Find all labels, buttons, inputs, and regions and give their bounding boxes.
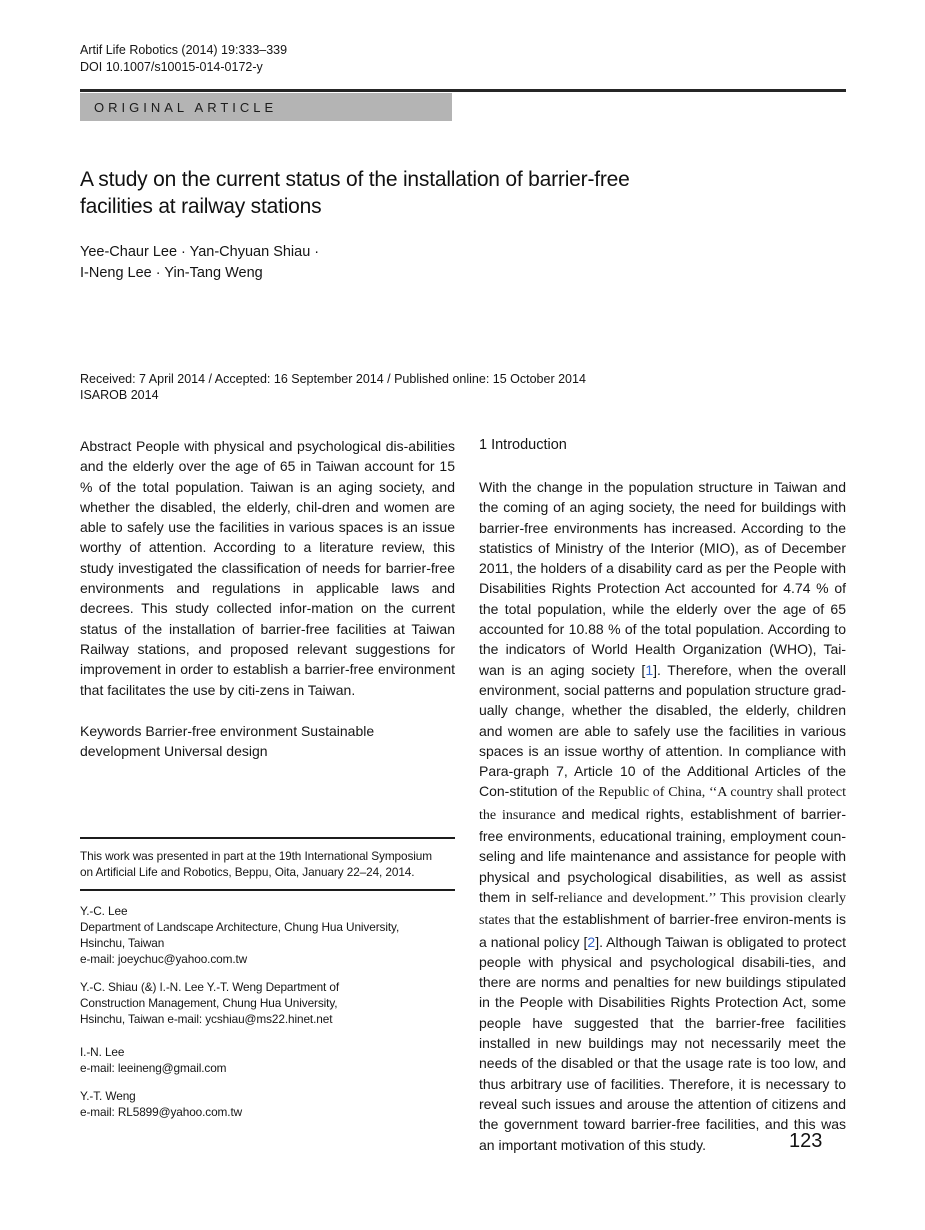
reference-link[interactable]: 1 xyxy=(645,661,654,678)
footnote-section xyxy=(80,837,455,1120)
text-line: development Universal design xyxy=(80,743,268,760)
text-segment: the establishment of barrier-free environ-ments is a national policy [ xyxy=(479,911,846,950)
affiliation-block xyxy=(80,903,455,967)
keywords-block xyxy=(80,721,455,762)
article-type-banner xyxy=(80,93,452,121)
text-line: Hsinchu, Taiwan xyxy=(80,936,165,951)
journal-citation: Artif Life Robotics (2014) 19:333–339 xyxy=(80,43,288,57)
presented-note xyxy=(80,848,455,880)
text-segment: With the change in the population structure in Taiwan and the coming of an aging society, the need for buildings with barrier-free environments has increased. According to the statistics of Ministry of the Interior (MIO), as of December 2011, the holders of a disability card as per the People with Disabilities Rights Protection Act accounted for 4.74 % of the total population, while the elderly over the age of 65 accounted for 10.88 % of the total population. According to the indicators of World Health Organization (WHO), Tai-wan is an aging society [ xyxy=(479,479,846,678)
text-line: Received: 7 April 2014 / Accepted: 16 September 2014 / Published online: 15 October 2014 xyxy=(80,372,586,386)
text-line: e-mail: joeychuc@yahoo.com.tw xyxy=(80,952,248,967)
abstract-paragraph xyxy=(80,436,455,700)
text-line: e-mail: leeineng@gmail.com xyxy=(80,1061,227,1076)
abstract-text: People with physical and psychological dis-abilities and the elderly over the age of 65 in Taiwan account for 15 % of the total population. Taiwan is an aging society, and whether the disabled, the elderly, chil-dren and women are able to safely use the facilities in various spaces is an issue worthy of attention. According to a literature review, this study investigated the classification of needs for barrier-free environments and regulations in applicable laws and decrees. This study collected infor-mation on the current status of the installation of barrier-free facilities at Taiwan Railway stations, and proposed relevant suggestions for improvement in order to establish a barrier-free environment that facilitates the use by citi-zens in Taiwan. xyxy=(80,438,456,698)
text-segment: reliance and development.’’ This provision clearly states that xyxy=(479,890,846,929)
text-line: Yee-Chaur Lee · Yan-Chyuan Shiau · xyxy=(80,244,320,260)
text-segment: and medical rights, establishment of barrier-free environments, educational training, employment coun-seling and life maintenance and assistance for people with physical and psychological disabilities, as well as assist them in self- xyxy=(479,805,846,905)
text-line: Department of Landscape Architecture, Chung Hua University, xyxy=(80,920,400,935)
journal-footer-number: 123 xyxy=(789,1130,823,1152)
introduction-paragraph xyxy=(479,477,846,1155)
affiliation-block xyxy=(80,979,455,1027)
right-column xyxy=(479,436,846,1155)
journal-doi: DOI 10.1007/s10015-014-0172-y xyxy=(80,60,263,74)
text-line: on Artificial Life and Robotics, Beppu, Oita, January 22–24, 2014. xyxy=(80,865,415,880)
left-column xyxy=(80,436,455,1120)
affiliation-block xyxy=(80,1088,455,1120)
affiliation-block xyxy=(80,1044,455,1076)
article-type-label: ORIGINAL ARTICLE xyxy=(94,99,278,115)
reference-link[interactable]: 2 xyxy=(587,933,596,950)
two-column-body xyxy=(80,436,846,1155)
publication-dates xyxy=(80,372,846,403)
text-line: Y.-T. Weng xyxy=(80,1089,136,1104)
footnote-rule-top xyxy=(80,837,455,839)
article-title xyxy=(80,166,846,220)
footnote-rule-bottom xyxy=(80,889,455,891)
abstract-label: Abstract xyxy=(80,438,137,454)
journal-header xyxy=(80,42,846,76)
text-segment: ]. Although Taiwan is obligated to protect people with physical and psychological disabili-ties, and there are norms and penalties for new buildings stipulated in the People with Disabilities Rights Protection Act, some people have suggested that the barrier-free facilities installed in new buildings may not necessarily meet the needs of the disabled or that the usage rate is too low, and thus arbitrary use of facilities. Therefore, it is necessary to reveal such issues and arouse the attention of citizens and the government toward barrier-free facilities, and this was an important motivation of this study. xyxy=(479,933,846,1153)
section-heading: 1 Introduction xyxy=(479,437,567,453)
text-line: Y.-C. Shiau (&) I.-N. Lee Y.-T. Weng Department of xyxy=(80,980,340,995)
text-line: Y.-C. Lee xyxy=(80,904,128,919)
header-rule xyxy=(80,89,846,92)
text-line: e-mail: RL5899@yahoo.com.tw xyxy=(80,1105,243,1120)
page-content xyxy=(80,0,846,1155)
text-segment: the Republic of China, ‘‘A country shall protect the insurance xyxy=(479,785,846,823)
author-list xyxy=(80,242,846,283)
text-line: facilities at railway stations xyxy=(80,195,322,218)
text-line: A study on the current status of the installation of barrier-free xyxy=(80,168,630,191)
text-line: Hsinchu, Taiwan e-mail: ycshiau@ms22.hinet.net xyxy=(80,1012,333,1027)
text-line: Construction Management, Chung Hua University, xyxy=(80,996,338,1011)
text-segment: ]. Therefore, when the overall environment, social patterns and population structure grad-ually change, whether the disabled, the elderly, children and women are able to safely use the facilities in various spaces is an issue worthy of attention. In compliance with Para-graph 7, Article 10 of the Additional Articles of the Con-stitution of xyxy=(479,661,847,800)
text-line: I.-N. Lee xyxy=(80,1045,125,1060)
text-line: Keywords Barrier-free environment Sustainable xyxy=(80,722,375,739)
text-line: ISAROB 2014 xyxy=(80,387,159,402)
text-line: I-Neng Lee · Yin-Tang Weng xyxy=(80,264,263,281)
text-line: This work was presented in part at the 19th International Symposium xyxy=(80,849,432,864)
